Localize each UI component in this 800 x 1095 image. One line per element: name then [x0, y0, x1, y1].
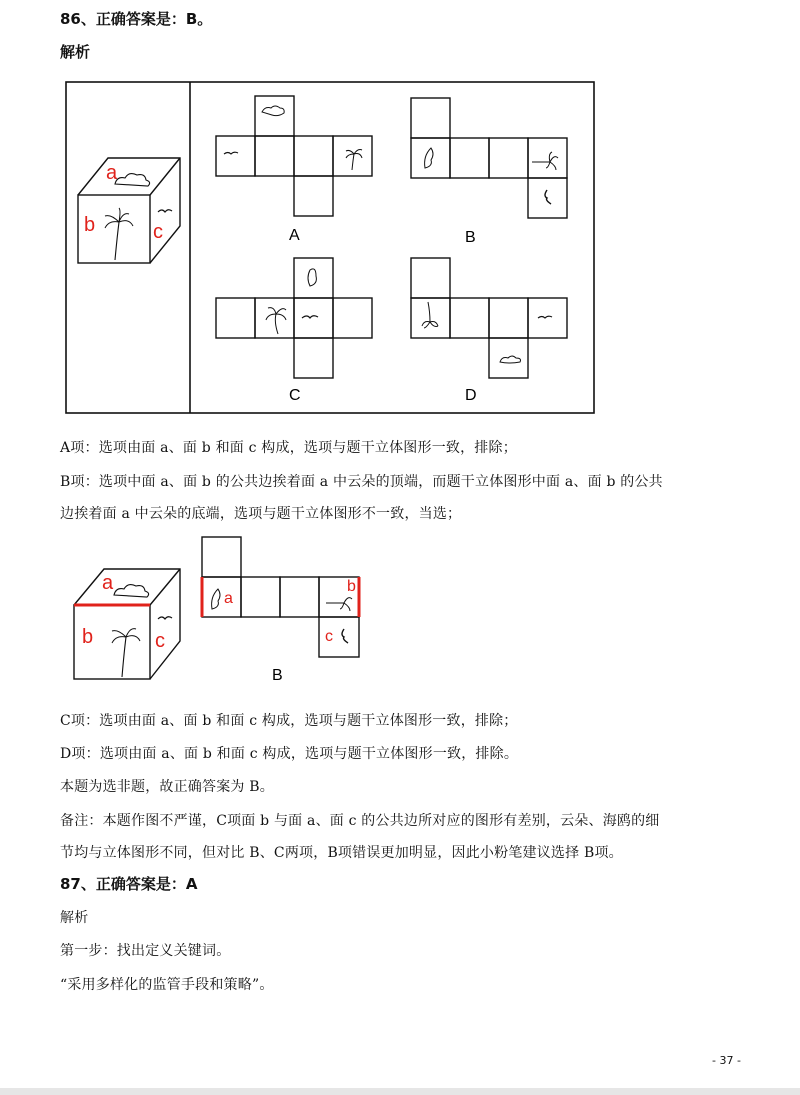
cube-label-c: c — [153, 221, 163, 243]
net-option-b — [411, 98, 567, 218]
annotated-cube — [74, 569, 180, 679]
cube2-label-b: b — [82, 626, 94, 648]
figure2-caption: B — [272, 667, 283, 684]
net-label-c: c — [325, 628, 333, 645]
figure-frame — [66, 82, 594, 413]
question-87-heading: 87、正确答案是：A — [60, 875, 198, 893]
option-b-explanation-line1: B项：选项中面 a、面 b 的公共边挨着面 a 中云朵的顶端，而题干立体图形中面 a、面 b 的公共 — [60, 474, 663, 490]
option-label-c: C — [289, 387, 301, 404]
option-c-explanation: C项：选项由面 a、面 b 和面 c 构成，选项与题干立体图形一致，排除； — [60, 713, 518, 729]
option-b-explanation-line2: 边挨着面 a 中云朵的底端，选项与题干立体图形不一致，当选； — [60, 506, 462, 522]
option-label-b: B — [465, 229, 476, 246]
option-a-explanation: A项：选项由面 a、面 b 和面 c 构成，选项与题干立体图形一致，排除； — [60, 440, 517, 456]
analysis-label-87: 解析 — [60, 910, 89, 926]
cube-label-a: a — [106, 162, 118, 184]
option-label-d: D — [465, 387, 477, 404]
net-option-c — [216, 258, 372, 378]
option-d-explanation: D项：选项由面 a、面 b 和面 c 构成，选项与题干立体图形一致，排除。 — [60, 746, 519, 762]
cloud-icon — [115, 174, 150, 186]
analysis-label: 解析 — [60, 43, 91, 61]
net-label-b: b — [347, 578, 356, 595]
cube2-label-c: c — [155, 630, 165, 652]
net-option-a — [216, 96, 372, 216]
net-option-d — [411, 258, 567, 378]
step1: 第一步：找出定义关键词。 — [60, 943, 231, 959]
bottom-bar — [0, 1088, 800, 1095]
palm-tree-icon — [115, 222, 119, 260]
annotated-figure — [60, 533, 370, 688]
cube-label-b: b — [84, 214, 96, 236]
note-line2: 节均与立体图形不同，但对比 B、C两项，B项错误更加明显，因此小粉笔建议选择 B项。 — [60, 845, 623, 861]
cube2-label-a: a — [102, 572, 114, 594]
page-number: - 37 - — [712, 1054, 741, 1067]
question-86-heading: 86、正确答案是：B。 — [60, 10, 213, 28]
question-figure — [60, 80, 600, 416]
conclusion: 本题为选非题，故正确答案为 B。 — [60, 779, 274, 795]
net-label-a: a — [224, 590, 233, 607]
reference-cube — [78, 158, 180, 263]
seagull-icon — [158, 210, 172, 212]
option-label-a: A — [289, 227, 300, 244]
keyword-quote: “采用多样化的监管手段和策略”。 — [60, 977, 274, 993]
note-line1: 备注：本题作图不严谨，C项面 b 与面 a、面 c 的公共边所对应的图形有差别，云朵、海鸥的细 — [60, 813, 660, 829]
